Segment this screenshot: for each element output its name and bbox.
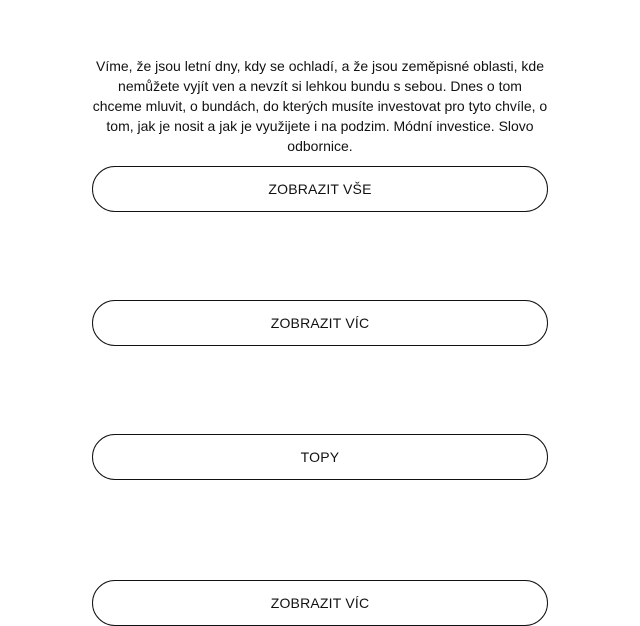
show-more-button[interactable] — [92, 300, 548, 346]
show-more-button-2-label: ZOBRAZIT VÍC — [270, 595, 370, 611]
article-intro-text: Víme, že jsou letní dny, kdy se ochladí, a že jsou zeměpisné oblasti, kde nemůžete vyjít ven a nevzít si lehkou bundu s sebou. Dnes o tom chceme mluvit, o bundách, do kterých musíte investovat pro tyto chvíle, o tom, jak je nosit a jak je využijete i na podzim. Módní investice. Slovo odbornice. — [92, 58, 548, 154]
tops-button-label: TOPY — [300, 449, 340, 465]
show-all-button[interactable] — [92, 166, 548, 212]
show-more-button-2[interactable] — [92, 580, 548, 626]
show-all-button-label: ZOBRAZIT VŠE — [268, 181, 372, 197]
show-more-button-label: ZOBRAZIT VÍC — [270, 315, 370, 331]
tops-button[interactable] — [92, 434, 548, 480]
